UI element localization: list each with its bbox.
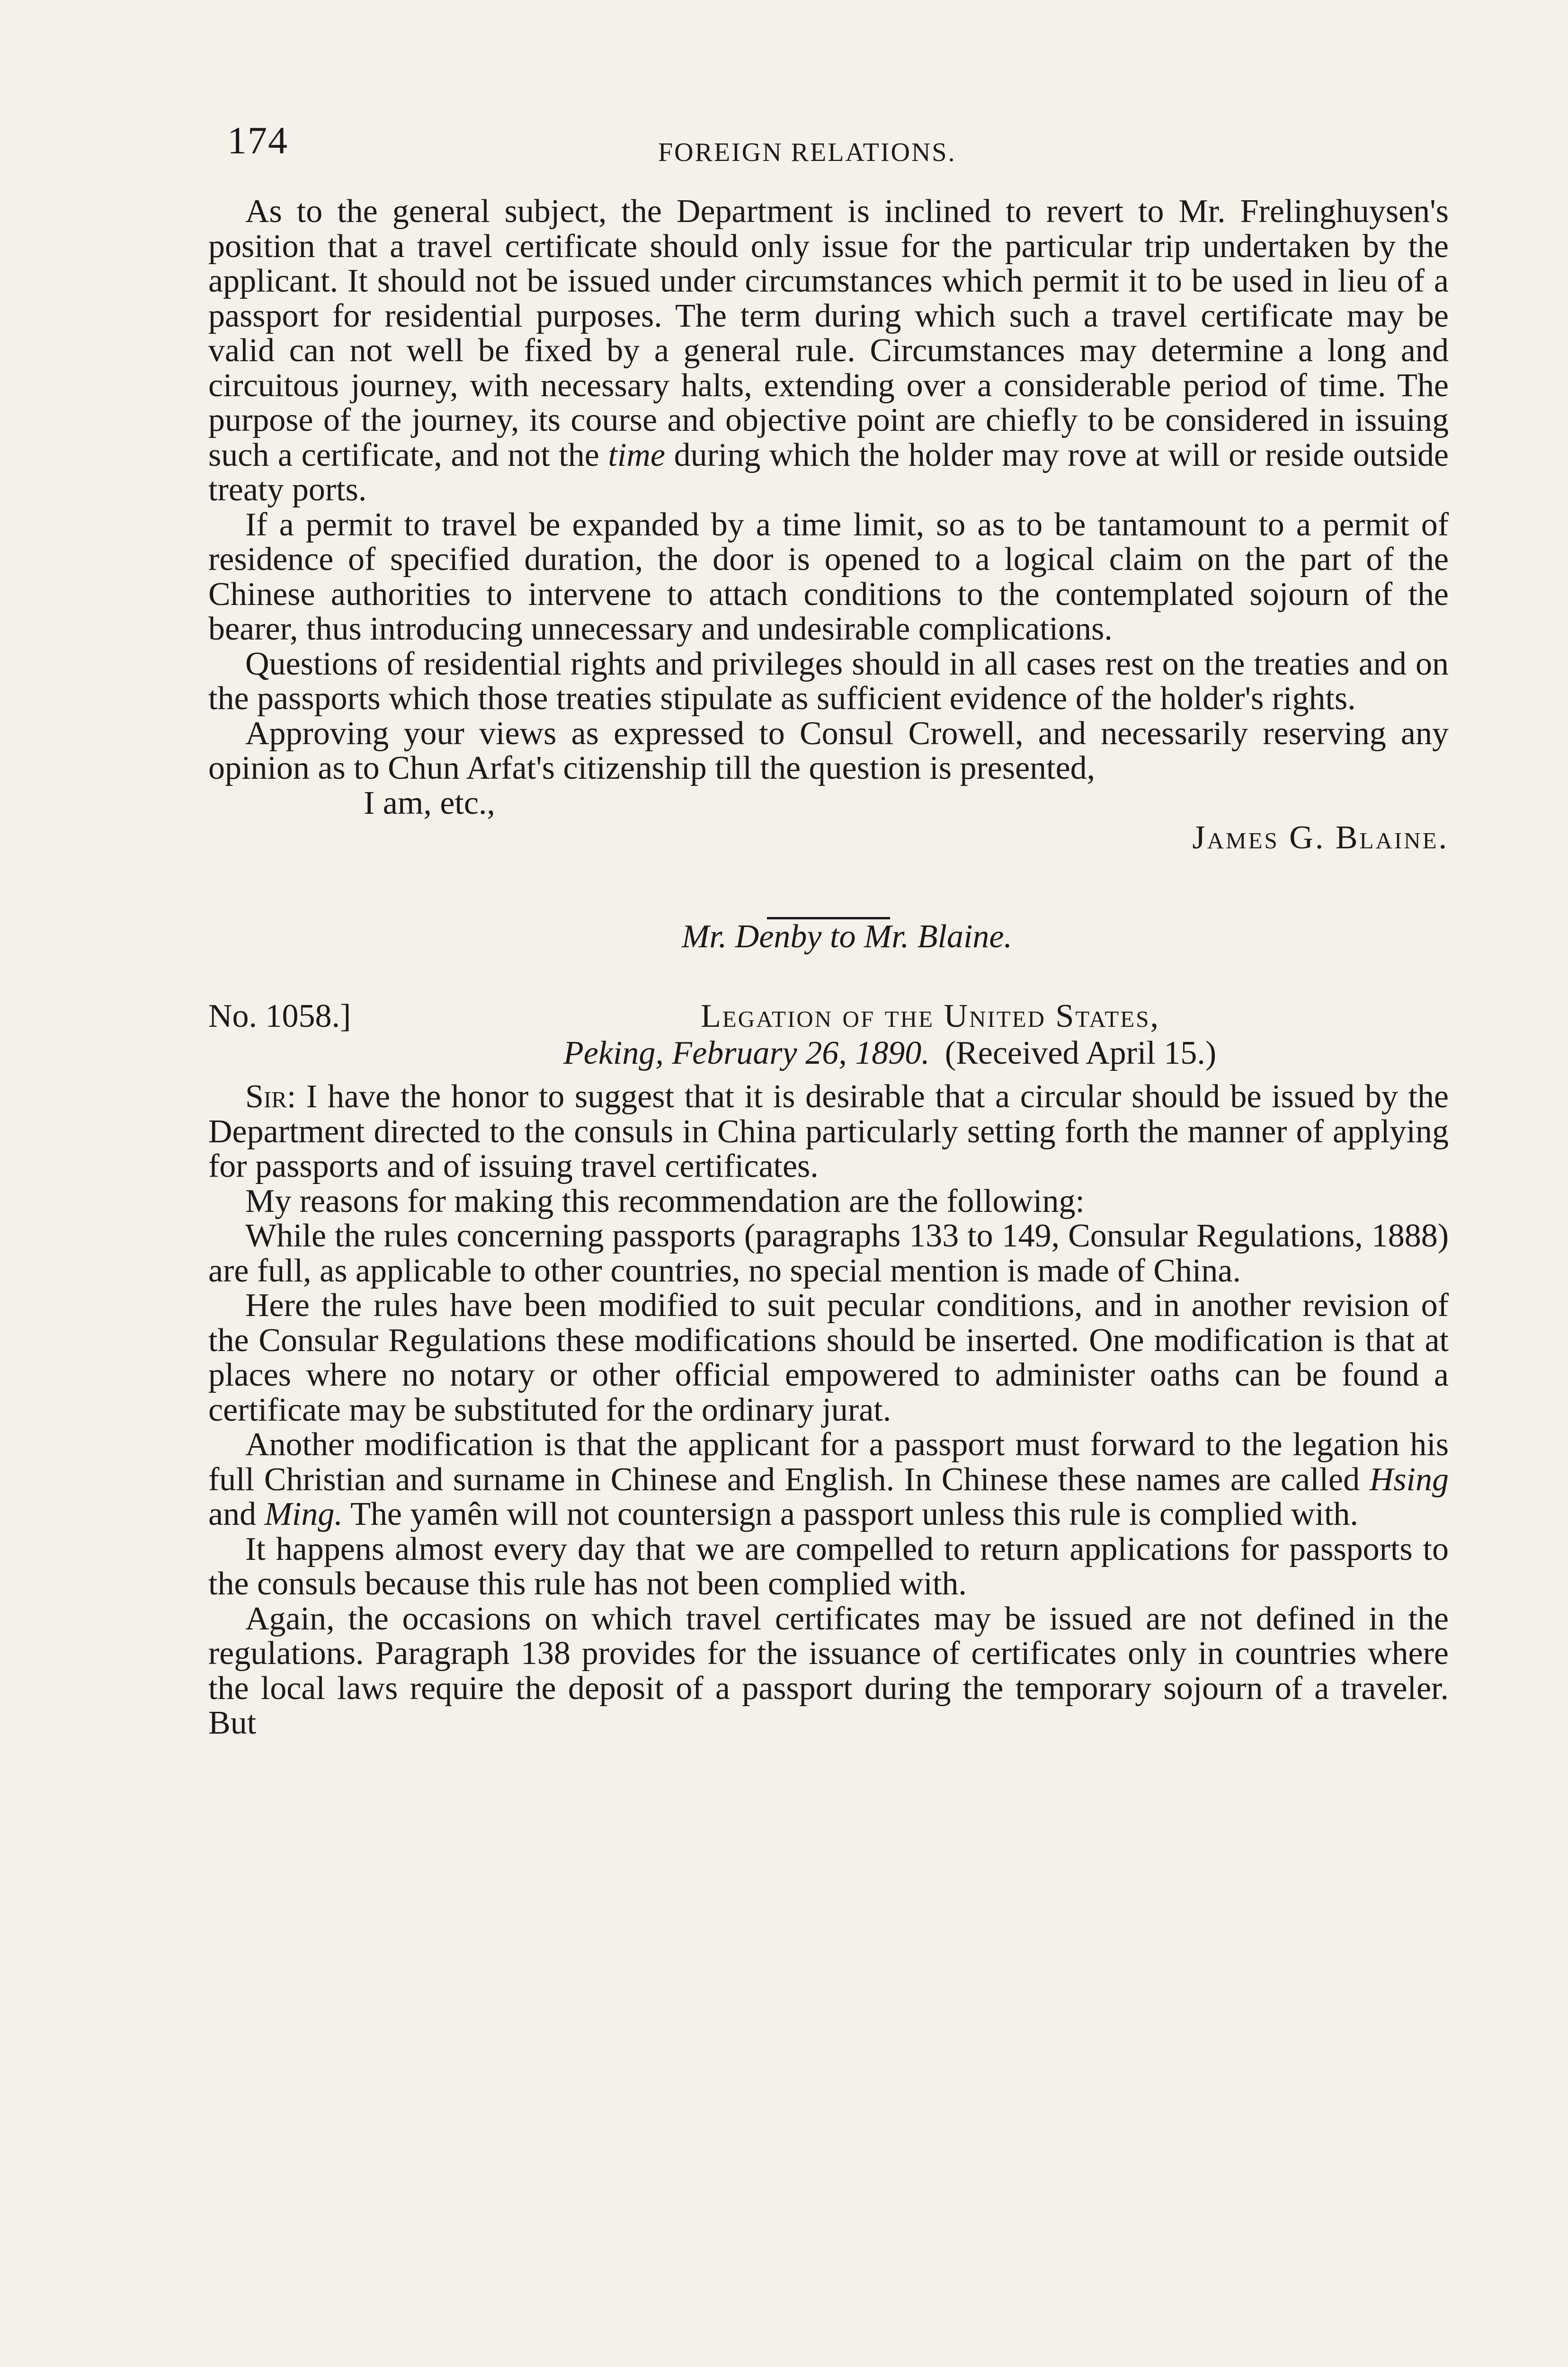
paragraph: It happens almost every day that we are compelled to return applications for passports to the consuls because this rule has not been complied with. [208,1531,1449,1602]
page-header [208,114,1449,185]
salutation: Sir: [245,1078,296,1115]
letter-closing: I am, etc., [364,784,495,821]
place-and-date [563,1036,1216,1071]
paragraph: If a permit to travel be expanded by a time limit, so as to be tantamount to a permit of residence of specified duration, the door is opened to a logical claim on the part of the Chinese authorities to intervene to attach conditions to the contemplated sojourn of the bearer, thus introducing unnecessary and undesirable complications. [208,506,1449,647]
running-head: FOREIGN RELATIONS. [658,138,956,167]
place: Peking, [563,1035,664,1071]
page-number: 174 [227,119,288,162]
paragraph: Sir: I have the honor to suggest that it is desirable that a circular should be issued by the Department directed to the consuls in China particularly setting forth the manner of applying for passports and of issuing travel certificates. [208,1078,1449,1184]
page-body [208,194,1449,1741]
document-page [208,114,1449,2367]
chinese-term: Ming. [264,1496,343,1532]
received-date: (Received April 15.) [944,1035,1217,1071]
dateline [208,999,1449,1075]
paragraph: My reasons for making this recommendation are the following: [245,1183,1085,1219]
chinese-term: Hsing [1369,1461,1449,1498]
document-number: No. 1058.] [208,998,351,1034]
letter-body [208,1079,1449,1741]
letter-heading: Mr. Denby to Mr. Blaine. [682,918,1012,955]
date: February 26, 1890. [672,1035,930,1071]
legation-name: Legation of the United States, [701,998,1160,1034]
paragraph: Again, the occasions on which travel certificates may be issued are not defined in the regulations. Paragraph 138 provides for the issuance of certificates only in countries where the local laws require the deposit of a passport during the temporary sojourn of a traveler. But [208,1600,1449,1741]
paragraph: Another modification is that the applicant for a passport must forward to the legation his full Christian and surname in Chinese and English. In Chinese these names are called Hsing and Ming. The yamên will not countersign a passport unless this rule is complied with. [208,1426,1449,1532]
paragraph: Approving your views as expressed to Consul Crowell, and necessarily reserving any opinion as to Chun Arfat's citizenship till the question is presented, [208,715,1449,786]
paragraph: Here the rules have been modified to suit pecular conditions, and in another revision of the Consular Regulations these modifications should be inserted. One modification is that at places where no notary or other official empowered to administer oaths can be found a certificate may be substituted for the ordinary jurat. [208,1287,1449,1428]
signature: James G. Blaine. [1192,819,1449,856]
paragraph: As to the general subject, the Department is inclined to revert to Mr. Frelinghuysen's position that a travel certificate should only issue for the particular trip undertaken by the applicant. It should not be issued under circumstances which permit it to be used in lieu of a passport for residential purposes. The term during which such a travel certificate may be valid can not well be fixed by a general rule. Circumstances may determine a long and circuitous journey, with necessary halts, extending over a considerable period of time. The purpose of the journey, its course and objective point are chiefly to be considered in issuing such a certificate, and not the time during which the holder may rove at will or reside outside treaty ports. [208,193,1449,508]
paragraph: While the rules concerning passports (paragraphs 133 to 149, Consular Regulations, 1888) are full, as applicable to other countries, no special mention is made of China. [208,1218,1449,1289]
emphasized-word: time [608,436,665,473]
paragraph: Questions of residential rights and privileges should in all cases rest on the treaties and on the passports which those treaties stipulate as sufficient evidence of the holder's rights. [208,645,1449,717]
